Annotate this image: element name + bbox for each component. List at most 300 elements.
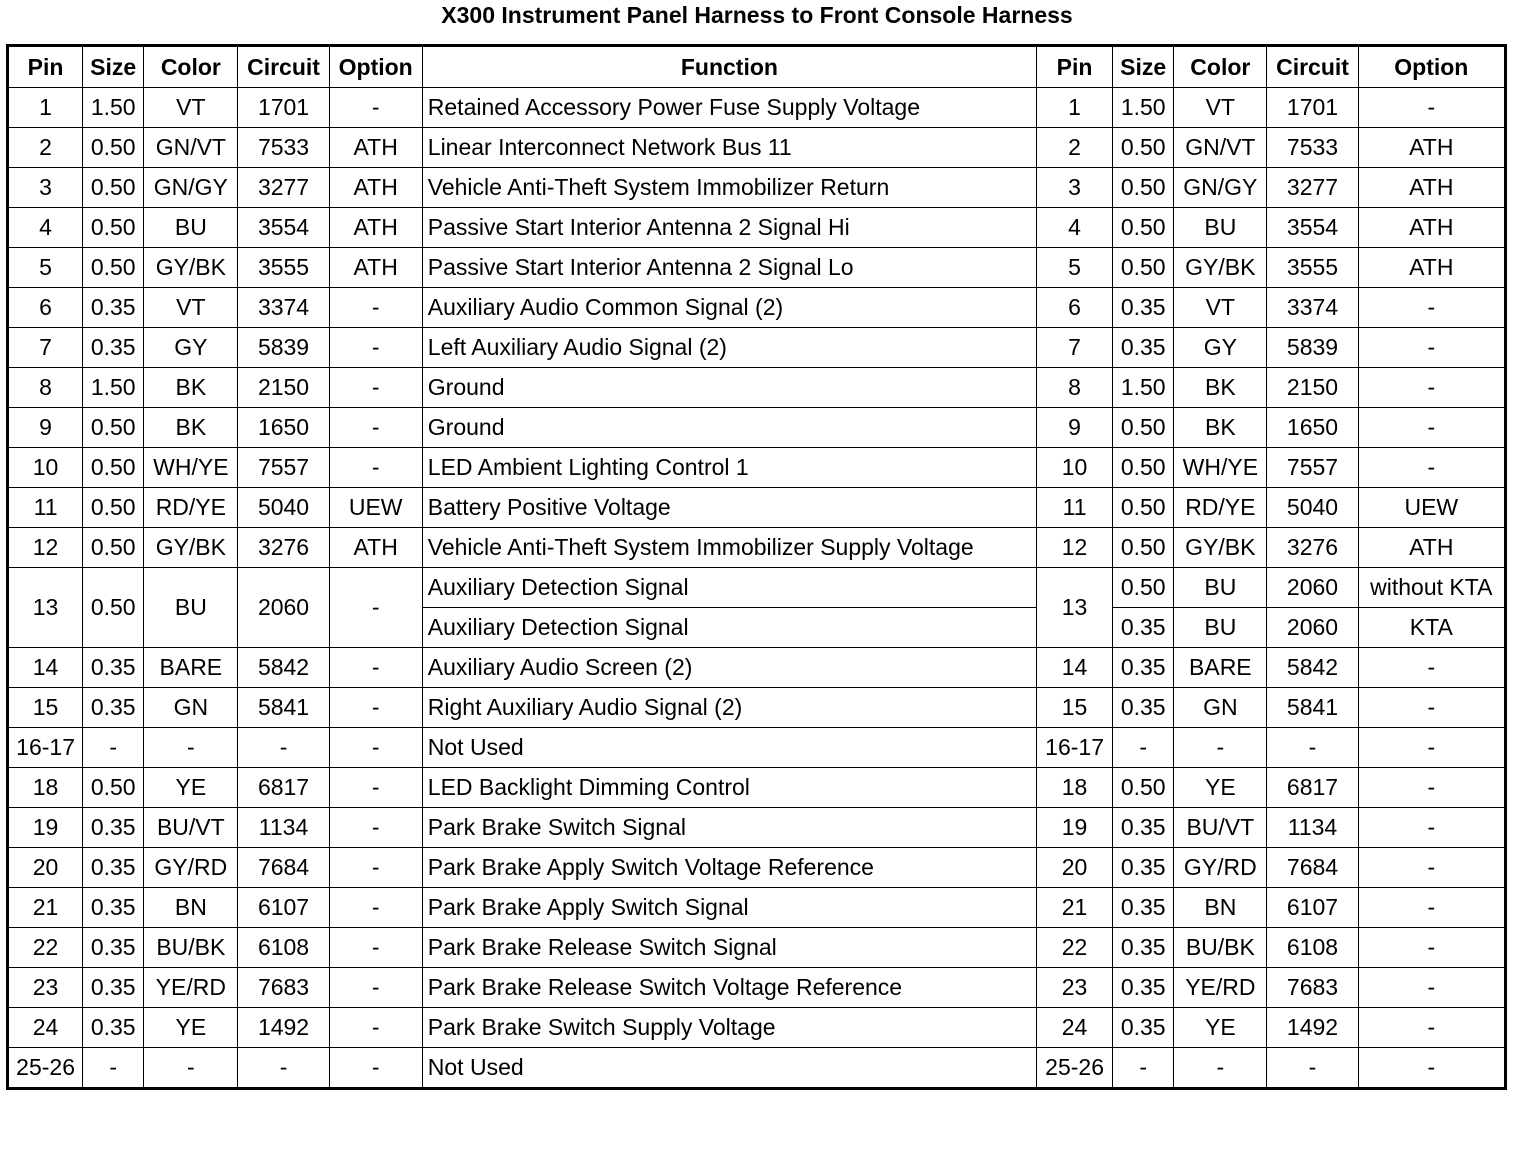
cell-size2: 0.35	[1113, 648, 1174, 688]
table-row	[8, 168, 1506, 208]
cell-function: LED Backlight Dimming Control	[422, 768, 1036, 808]
cell-option: -	[329, 808, 422, 848]
cell-color2: BN	[1174, 888, 1267, 928]
cell-circuit: 5842	[238, 648, 329, 688]
cell-option2: -	[1358, 688, 1505, 728]
cell-circuit2: 3554	[1267, 208, 1358, 248]
cell-size2: 0.35	[1113, 888, 1174, 928]
cell-circuit2: 6107	[1267, 888, 1358, 928]
cell-pin2: 9	[1037, 408, 1113, 448]
table-row	[8, 768, 1506, 808]
table-row	[8, 248, 1506, 288]
cell-circuit: 5841	[238, 688, 329, 728]
cell-option2: UEW	[1358, 488, 1505, 528]
cell-circuit: 3277	[238, 168, 329, 208]
cell-function: Vehicle Anti-Theft System Immobilizer Supply Voltage	[422, 528, 1036, 568]
cell-option: ATH	[329, 168, 422, 208]
cell-color2: BARE	[1174, 648, 1267, 688]
cell-color: YE	[144, 768, 238, 808]
cell-circuit: 1492	[238, 1008, 329, 1048]
cell-size: 0.50	[83, 168, 144, 208]
cell-size2: 0.35	[1113, 928, 1174, 968]
cell-size: 0.35	[83, 808, 144, 848]
cell-pin: 6	[8, 288, 83, 328]
cell-size: -	[83, 728, 144, 768]
cell-option: -	[329, 968, 422, 1008]
cell-color: BN	[144, 888, 238, 928]
cell-color2: GN	[1174, 688, 1267, 728]
cell-circuit2: 2060	[1267, 608, 1358, 648]
table-row	[8, 928, 1506, 968]
table-row	[8, 88, 1506, 128]
column-header-color: Color	[144, 46, 238, 88]
cell-circuit: 2060	[238, 568, 329, 648]
cell-function: Linear Interconnect Network Bus 11	[422, 128, 1036, 168]
cell-size2: 0.35	[1113, 288, 1174, 328]
cell-size2: 0.35	[1113, 608, 1174, 648]
cell-circuit: -	[238, 728, 329, 768]
cell-size2: 1.50	[1113, 368, 1174, 408]
cell-pin: 15	[8, 688, 83, 728]
cell-function: LED Ambient Lighting Control 1	[422, 448, 1036, 488]
cell-color: BU/BK	[144, 928, 238, 968]
cell-circuit2: 2150	[1267, 368, 1358, 408]
cell-function: Park Brake Release Switch Voltage Reference	[422, 968, 1036, 1008]
cell-circuit2: 5040	[1267, 488, 1358, 528]
cell-option2: -	[1358, 408, 1505, 448]
cell-color: VT	[144, 288, 238, 328]
cell-function: Not Used	[422, 728, 1036, 768]
cell-color2: GN/GY	[1174, 168, 1267, 208]
cell-color: BARE	[144, 648, 238, 688]
cell-pin: 3	[8, 168, 83, 208]
cell-size2: 0.50	[1113, 408, 1174, 448]
table-row	[8, 208, 1506, 248]
cell-pin2: 25-26	[1037, 1048, 1113, 1089]
cell-size: 0.50	[83, 488, 144, 528]
cell-size2: 1.50	[1113, 88, 1174, 128]
cell-option2: ATH	[1358, 248, 1505, 288]
table-row	[8, 488, 1506, 528]
cell-size: 0.35	[83, 1008, 144, 1048]
cell-color2: BU/BK	[1174, 928, 1267, 968]
cell-function: Passive Start Interior Antenna 2 Signal Lo	[422, 248, 1036, 288]
cell-size: 0.50	[83, 768, 144, 808]
cell-circuit: 1650	[238, 408, 329, 448]
cell-option: -	[329, 928, 422, 968]
cell-pin: 22	[8, 928, 83, 968]
cell-size2: -	[1113, 1048, 1174, 1089]
cell-color2: GY/BK	[1174, 528, 1267, 568]
cell-color2: YE	[1174, 768, 1267, 808]
cell-circuit: 5839	[238, 328, 329, 368]
cell-color2: -	[1174, 728, 1267, 768]
cell-size: 0.35	[83, 848, 144, 888]
cell-pin: 16-17	[8, 728, 83, 768]
cell-pin: 21	[8, 888, 83, 928]
cell-size2: 0.50	[1113, 488, 1174, 528]
cell-function: Park Brake Switch Supply Voltage	[422, 1008, 1036, 1048]
cell-color: BU	[144, 568, 238, 648]
cell-function: Right Auxiliary Audio Signal (2)	[422, 688, 1036, 728]
cell-circuit: 2150	[238, 368, 329, 408]
cell-color: BK	[144, 368, 238, 408]
cell-option: ATH	[329, 248, 422, 288]
document-title: X300 Instrument Panel Harness to Front Console Harness	[441, 2, 1073, 28]
cell-size2: 0.35	[1113, 688, 1174, 728]
cell-option: -	[329, 408, 422, 448]
cell-circuit: 7683	[238, 968, 329, 1008]
cell-circuit2: 1134	[1267, 808, 1358, 848]
column-header-function: Function	[422, 46, 1036, 88]
cell-size2: 0.50	[1113, 768, 1174, 808]
cell-color2: WH/YE	[1174, 448, 1267, 488]
cell-option2: ATH	[1358, 168, 1505, 208]
cell-color: YE	[144, 1008, 238, 1048]
cell-color2: VT	[1174, 288, 1267, 328]
cell-circuit: 3555	[238, 248, 329, 288]
cell-size: 0.50	[83, 528, 144, 568]
cell-pin: 12	[8, 528, 83, 568]
cell-circuit2: 5839	[1267, 328, 1358, 368]
cell-pin2: 24	[1037, 1008, 1113, 1048]
cell-circuit2: 6817	[1267, 768, 1358, 808]
cell-pin2: 14	[1037, 648, 1113, 688]
cell-color: GN/GY	[144, 168, 238, 208]
cell-function: Auxiliary Audio Screen (2)	[422, 648, 1036, 688]
table-row	[8, 648, 1506, 688]
cell-circuit2: 1701	[1267, 88, 1358, 128]
cell-circuit2: 5841	[1267, 688, 1358, 728]
cell-color2: GY/BK	[1174, 248, 1267, 288]
cell-size2: 0.50	[1113, 128, 1174, 168]
cell-color: -	[144, 1048, 238, 1089]
harness-pinout-table	[6, 44, 1507, 1090]
cell-color2: GY/RD	[1174, 848, 1267, 888]
cell-color2: GY	[1174, 328, 1267, 368]
cell-option: ATH	[329, 128, 422, 168]
cell-function: Vehicle Anti-Theft System Immobilizer Return	[422, 168, 1036, 208]
cell-color: GY/RD	[144, 848, 238, 888]
cell-color: -	[144, 728, 238, 768]
cell-circuit2: 1650	[1267, 408, 1358, 448]
cell-pin2: 6	[1037, 288, 1113, 328]
table-row	[8, 1048, 1506, 1089]
cell-color2: BU/VT	[1174, 808, 1267, 848]
cell-size2: 0.35	[1113, 1008, 1174, 1048]
cell-pin: 20	[8, 848, 83, 888]
cell-size: 0.35	[83, 968, 144, 1008]
cell-pin2: 16-17	[1037, 728, 1113, 768]
cell-color2: YE/RD	[1174, 968, 1267, 1008]
cell-size: 0.50	[83, 408, 144, 448]
cell-color2: GN/VT	[1174, 128, 1267, 168]
table-row	[8, 968, 1506, 1008]
cell-option2: -	[1358, 888, 1505, 928]
cell-size: 0.35	[83, 328, 144, 368]
cell-function: Not Used	[422, 1048, 1036, 1089]
cell-option: -	[329, 328, 422, 368]
cell-pin2: 8	[1037, 368, 1113, 408]
table-row	[8, 1008, 1506, 1048]
cell-option2: -	[1358, 808, 1505, 848]
table-row	[8, 848, 1506, 888]
cell-function: Battery Positive Voltage	[422, 488, 1036, 528]
table-row	[8, 128, 1506, 168]
cell-size: 0.35	[83, 648, 144, 688]
cell-circuit: 6107	[238, 888, 329, 928]
cell-color2: -	[1174, 1048, 1267, 1089]
cell-circuit2: 7684	[1267, 848, 1358, 888]
header-row	[8, 46, 1506, 88]
cell-option2: ATH	[1358, 528, 1505, 568]
cell-option: -	[329, 888, 422, 928]
cell-color: WH/YE	[144, 448, 238, 488]
cell-option2: without KTA	[1358, 568, 1505, 608]
column-header-size-2: Size	[1113, 46, 1174, 88]
column-header-size: Size	[83, 46, 144, 88]
cell-option2: -	[1358, 368, 1505, 408]
cell-pin: 5	[8, 248, 83, 288]
table-row	[8, 728, 1506, 768]
cell-pin2: 21	[1037, 888, 1113, 928]
cell-color: GN	[144, 688, 238, 728]
cell-size: 0.35	[83, 928, 144, 968]
cell-option2: -	[1358, 648, 1505, 688]
cell-option2: KTA	[1358, 608, 1505, 648]
cell-option2: -	[1358, 728, 1505, 768]
cell-function: Auxiliary Detection Signal	[422, 568, 1036, 608]
cell-circuit: -	[238, 1048, 329, 1089]
cell-pin: 14	[8, 648, 83, 688]
cell-color: YE/RD	[144, 968, 238, 1008]
cell-option2: -	[1358, 768, 1505, 808]
cell-pin: 24	[8, 1008, 83, 1048]
cell-option: -	[329, 448, 422, 488]
cell-size: 0.50	[83, 248, 144, 288]
cell-size2: 0.50	[1113, 248, 1174, 288]
cell-option2: -	[1358, 448, 1505, 488]
cell-pin2: 22	[1037, 928, 1113, 968]
cell-pin: 4	[8, 208, 83, 248]
cell-size: 1.50	[83, 88, 144, 128]
cell-pin: 11	[8, 488, 83, 528]
cell-function: Retained Accessory Power Fuse Supply Voltage	[422, 88, 1036, 128]
column-header-option: Option	[329, 46, 422, 88]
cell-option: -	[329, 688, 422, 728]
cell-size: 0.35	[83, 288, 144, 328]
cell-size2: -	[1113, 728, 1174, 768]
cell-pin2: 12	[1037, 528, 1113, 568]
table-row	[8, 448, 1506, 488]
cell-color: GY/BK	[144, 248, 238, 288]
cell-function: Park Brake Apply Switch Signal	[422, 888, 1036, 928]
cell-circuit2: 3374	[1267, 288, 1358, 328]
cell-size: -	[83, 1048, 144, 1089]
cell-size2: 0.35	[1113, 808, 1174, 848]
cell-pin2: 7	[1037, 328, 1113, 368]
cell-circuit: 6108	[238, 928, 329, 968]
table-row	[8, 368, 1506, 408]
cell-color2: BK	[1174, 408, 1267, 448]
cell-circuit2: -	[1267, 1048, 1358, 1089]
cell-circuit2: 3555	[1267, 248, 1358, 288]
cell-function: Park Brake Release Switch Signal	[422, 928, 1036, 968]
cell-pin: 8	[8, 368, 83, 408]
cell-pin2: 18	[1037, 768, 1113, 808]
table-row	[8, 528, 1506, 568]
cell-circuit2: 6108	[1267, 928, 1358, 968]
table-row	[8, 688, 1506, 728]
cell-option: -	[329, 1048, 422, 1089]
cell-circuit: 7533	[238, 128, 329, 168]
cell-option2: -	[1358, 848, 1505, 888]
cell-circuit: 6817	[238, 768, 329, 808]
cell-size2: 0.35	[1113, 328, 1174, 368]
cell-option2: -	[1358, 328, 1505, 368]
cell-circuit2: 2060	[1267, 568, 1358, 608]
cell-option2: -	[1358, 968, 1505, 1008]
table-row	[8, 328, 1506, 368]
cell-function: Auxiliary Detection Signal	[422, 608, 1036, 648]
cell-function: Park Brake Apply Switch Voltage Reference	[422, 848, 1036, 888]
cell-pin2: 13	[1037, 568, 1113, 648]
table-row	[8, 568, 1506, 608]
cell-circuit: 5040	[238, 488, 329, 528]
cell-function: Auxiliary Audio Common Signal (2)	[422, 288, 1036, 328]
cell-function: Left Auxiliary Audio Signal (2)	[422, 328, 1036, 368]
cell-circuit: 1134	[238, 808, 329, 848]
cell-color2: YE	[1174, 1008, 1267, 1048]
cell-circuit2: 1492	[1267, 1008, 1358, 1048]
cell-pin: 25-26	[8, 1048, 83, 1089]
cell-circuit2: 7557	[1267, 448, 1358, 488]
cell-option: -	[329, 568, 422, 648]
cell-color: RD/YE	[144, 488, 238, 528]
table-body	[8, 88, 1506, 1089]
cell-circuit2: 3276	[1267, 528, 1358, 568]
cell-option2: ATH	[1358, 128, 1505, 168]
column-header-option-2: Option	[1358, 46, 1505, 88]
cell-option: -	[329, 368, 422, 408]
cell-pin: 1	[8, 88, 83, 128]
cell-size: 0.35	[83, 688, 144, 728]
cell-color2: BK	[1174, 368, 1267, 408]
cell-color: GN/VT	[144, 128, 238, 168]
cell-size: 0.50	[83, 128, 144, 168]
cell-pin: 19	[8, 808, 83, 848]
cell-option: -	[329, 848, 422, 888]
cell-size2: 0.50	[1113, 208, 1174, 248]
cell-pin2: 2	[1037, 128, 1113, 168]
cell-option: ATH	[329, 528, 422, 568]
table-row	[8, 808, 1506, 848]
cell-option2: ATH	[1358, 208, 1505, 248]
cell-size: 1.50	[83, 368, 144, 408]
cell-function: Ground	[422, 408, 1036, 448]
cell-size2: 0.35	[1113, 968, 1174, 1008]
cell-function: Ground	[422, 368, 1036, 408]
cell-circuit: 3276	[238, 528, 329, 568]
cell-pin: 2	[8, 128, 83, 168]
cell-option: -	[329, 288, 422, 328]
cell-pin2: 20	[1037, 848, 1113, 888]
cell-circuit2: 3277	[1267, 168, 1358, 208]
cell-size: 0.35	[83, 888, 144, 928]
cell-option: -	[329, 648, 422, 688]
cell-option: ATH	[329, 208, 422, 248]
cell-option2: -	[1358, 1008, 1505, 1048]
column-header-color-2: Color	[1174, 46, 1267, 88]
cell-option: -	[329, 728, 422, 768]
cell-option: -	[329, 1008, 422, 1048]
cell-color2: VT	[1174, 88, 1267, 128]
cell-size2: 0.50	[1113, 568, 1174, 608]
cell-color: BU	[144, 208, 238, 248]
cell-size2: 0.35	[1113, 848, 1174, 888]
cell-size: 0.50	[83, 448, 144, 488]
cell-pin2: 11	[1037, 488, 1113, 528]
cell-option2: -	[1358, 88, 1505, 128]
cell-option2: -	[1358, 1048, 1505, 1089]
cell-pin2: 4	[1037, 208, 1113, 248]
column-header-pin: Pin	[8, 46, 83, 88]
cell-option2: -	[1358, 928, 1505, 968]
cell-pin2: 23	[1037, 968, 1113, 1008]
cell-size: 0.50	[83, 568, 144, 648]
cell-color: GY/BK	[144, 528, 238, 568]
cell-color: BU/VT	[144, 808, 238, 848]
cell-circuit: 3554	[238, 208, 329, 248]
cell-pin2: 5	[1037, 248, 1113, 288]
cell-size2: 0.50	[1113, 168, 1174, 208]
cell-pin: 13	[8, 568, 83, 648]
cell-pin2: 15	[1037, 688, 1113, 728]
cell-size: 0.50	[83, 208, 144, 248]
cell-option: -	[329, 768, 422, 808]
cell-pin: 7	[8, 328, 83, 368]
column-header-circuit-2: Circuit	[1267, 46, 1358, 88]
cell-function: Passive Start Interior Antenna 2 Signal Hi	[422, 208, 1036, 248]
column-header-pin-2: Pin	[1037, 46, 1113, 88]
cell-color2: RD/YE	[1174, 488, 1267, 528]
cell-color: VT	[144, 88, 238, 128]
cell-circuit: 1701	[238, 88, 329, 128]
column-header-circuit: Circuit	[238, 46, 329, 88]
cell-circuit2: -	[1267, 728, 1358, 768]
cell-pin: 23	[8, 968, 83, 1008]
table-row	[8, 888, 1506, 928]
cell-circuit2: 5842	[1267, 648, 1358, 688]
cell-option2: -	[1358, 288, 1505, 328]
cell-color2: BU	[1174, 568, 1267, 608]
cell-pin2: 19	[1037, 808, 1113, 848]
cell-pin: 18	[8, 768, 83, 808]
cell-color2: BU	[1174, 208, 1267, 248]
cell-circuit: 7557	[238, 448, 329, 488]
cell-circuit2: 7683	[1267, 968, 1358, 1008]
cell-function: Park Brake Switch Signal	[422, 808, 1036, 848]
cell-option: UEW	[329, 488, 422, 528]
cell-size2: 0.50	[1113, 448, 1174, 488]
table-row	[8, 288, 1506, 328]
cell-circuit: 3374	[238, 288, 329, 328]
cell-pin: 10	[8, 448, 83, 488]
cell-size2: 0.50	[1113, 528, 1174, 568]
cell-option: -	[329, 88, 422, 128]
cell-pin2: 1	[1037, 88, 1113, 128]
cell-circuit: 7684	[238, 848, 329, 888]
